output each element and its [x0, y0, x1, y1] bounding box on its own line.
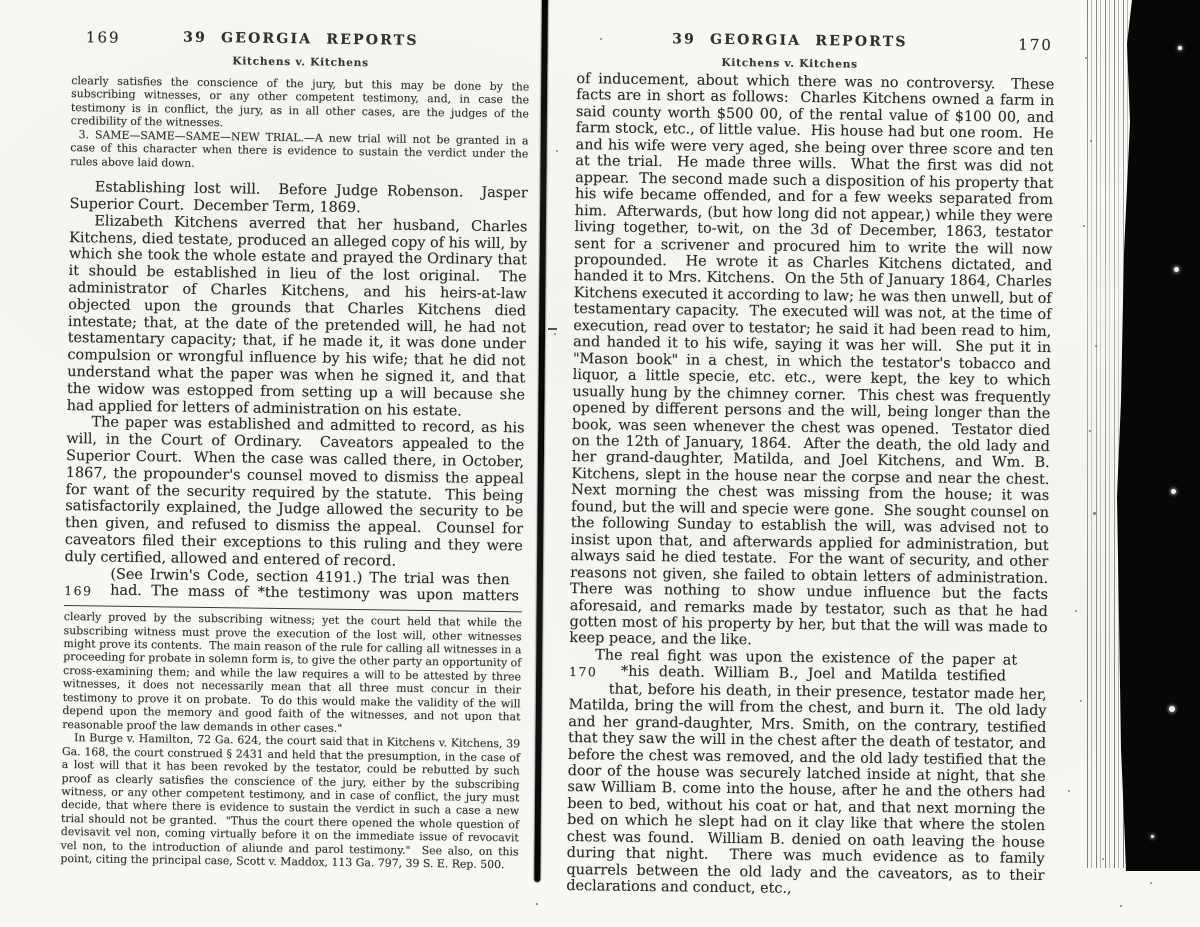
scan-noise-speck [1120, 905, 1122, 907]
body-paragraph: that, before his death, in their presence, testator made her, Matilda, bring the will from the chest, and burn it. The old lady and her grand-daughter, Mrs. Smith, on the contrary, testified that they saw the will in the chest after the death of testator, and before the chest was removed, and the old lady testified that the door of the house was securely latched inside at night, that she saw William B. come into the house, after he and the others had been to bed, without his coat or hat, and that next morning the bed on which he slept had on it clay like that where the stolen chest was found. William B. denied on oath leaving the house during that night. There was much evidence as to family quarrels between the old lady and the caveators, as to their declarations and conduct, etc., [566, 681, 1052, 897]
scan-noise-speck [1085, 57, 1087, 59]
footnote-paragraph: clearly proved by the subscribing witness; yet the court held that while the subscribing witness must prove the execution of the lost will, other witnesses might prove its contents. The main reason of the rule for calling all witnesses in a proceeding for probate in solemn form is, to give the other party an opportunity of cross-examining them; and while the law requires a will to be attested by three witnesses, it does not necessarily mean that all three must concur in their testimony to prove it on probate. To do this would make the validity of the will depend upon the memory and good faith of the witnesses, and not upon that reasonable proof the law demands in other cases." [62, 610, 526, 735]
scan-white-speckle [1151, 835, 1154, 838]
body-paragraph: Establishing lost will. Before Judge Robenson. Jasper Superior Court. December Term, 1869. [69, 179, 533, 217]
scan-noise-speck [1090, 140, 1092, 142]
scan-noise-speck [1093, 512, 1096, 515]
case-title: Kitchens v. Kitchens [232, 55, 369, 70]
running-head: 39 GEORGIA REPORTS [182, 29, 419, 49]
page-header [577, 30, 1055, 54]
body-text [566, 70, 1060, 901]
scan-white-speckle [1169, 706, 1175, 712]
star-page-number: 169 [64, 583, 93, 599]
footnote-block [60, 610, 526, 872]
scan-noise-speck [1083, 225, 1085, 227]
case-title: Kitchens v. Kitchens [721, 56, 858, 71]
body-paragraph: The paper was established and admitted to record, as his will, in the Court of Ordinary. Caveators appealed to the Superior Court. When the case was called there, in October, 1867, the propounder's counsel moved to dismiss the appeal for want of the security required by the statute. This being satisfactorily explained, the Judge allowed the security to be then given, and refused to dismiss the appeal. Counsel for caveators filed their exceptions to this ruling and they were duly certified, allowed and entered of record. [64, 414, 530, 570]
scan-noise-speck [1080, 700, 1082, 702]
footnote-paragraph: In Burge v. Hamilton, 72 Ga. 624, the court said that in Kitchens v. Kitchens, 39 Ga. 168, the court construed § 2431 and held that the presumption, in the case of a lost will that it has been revoked by the testator, could be rebutted by such proof as clearly satisfies the conscience of the jury, either by the subscribing witness, or any other competent testimony, and in case of conflict, the jury must decide, that where there is evidence to sustain the verdict in such a case a new trial should not be granted. "Thus the court there opened the whole question of devisavit vel non, coming virtually before it on the immediate issue of revocavit vel non, to the introduction of aliunde and parol testimony." See also, on this point, citing the principal case, Scott v. Maddox, 113 Ga. 797, 39 S. E. Rep. 500. [60, 731, 524, 872]
scan-noise-speck [554, 333, 556, 335]
scan-noise-speck [600, 38, 602, 40]
body-paragraph: of inducement, about which there was no controversy. These facts are in short as follows: Charles Kitchens owned a farm in said county worth $500 00, of the rental value of $100 00, and farm stock, etc., of little value. His house had but one room. He and his wife were very aged, she being over three score and ten at the trial. He made three wills. What the first was did not appear. The second made such a disposition of his property that his wife became offended, and for a few weeks separated from him. Afterwards, (but how long did not appear,) while they were living together, to-wit, on the 3d of December, 1863, testator sent for a scrivener and procured him to write the will now propounded. He wrote it as Charles Kitchens dictated, and handed it to Mrs. Kitchens. On the 5th of January 1864, Charles Kitchens executed it according to law; he was then unwell, but of testamentary capacity. The executed will was not, at the time of execution, read over to testator; he said it had been read to him, and handed it to his wife, saying it was her will. She put it in "Mason book" in a chest, in which the testator's tobacco and liquor, a little specie, etc. etc., were kept, the key to which usually hung by the chimney corner. This chest was frequently opened by different persons and the will, being longer than the book, was seen whenever the chest was opened. Testator died on the 12th of January, 1864. After the death, the old lady and her grand-daughter, Matilda, and Joel Kitchens, and Wm. B. Kitchens, slept in the house near the corpse and near the chest. Next morning the chest was missing from the house; it was found, but the will and specie were gone. She sought counsel on the following Sunday to establish the will, was advised not to insist upon that, and afterwards applied for administration, but always said he died testate. For the want of security, and other reasons not given, she failed to obtain letters of administration. There was nothing to show undue influence but the facts aforesaid, and remarks made by testator, such as that he had gotten most of his property by her, but that the will was made to keep peace, and the like. [569, 70, 1060, 649]
page-number: 169 [85, 28, 121, 47]
body-paragraph: Elizabeth Kitchens averred that her husband, Charles Kitchens, died testate, produced an alleged copy of his will, by which she took the whole estate and prayed the Ordinary that it should be established in lieu of the lost original. The administrator of Charles Kitchens, and his heirs-at-law objected upon the grounds that Charles Kitchens died intestate; that, at the date of the pretended will, he had not testamentary capacity; that, if he made it, it was done under compulsion or wrongful influence by his wife; that he did not understand what the paper was when he signed it, and that the widow was estopped from setting up a will because she had applied for letters of administration on his estate. [66, 213, 532, 420]
scan-noise-speck [556, 150, 558, 152]
headnote-paragraph: 3. SAME—SAME—SAME—NEW TRIAL.—A new trial will not be granted in a case of this character when there is evidence to sustain the verdict under the rules above laid down. [70, 127, 533, 170]
page-header [72, 28, 530, 52]
scan-white-speckle [1174, 267, 1179, 272]
star-page-number: 170 [568, 664, 598, 680]
scan-noise-speck [536, 903, 538, 905]
scan-noise-speck [1089, 430, 1091, 432]
scan-noise-speck [1075, 610, 1077, 612]
book-page-169 [60, 28, 533, 872]
scan-dash-artifact [548, 328, 557, 330]
headnote-paragraph: clearly satisfies the conscience of the jury, but this may be done by the subscribing witnesses, or any other competent testimony, and, in case the testimony is in conflict, the jury, as in all other cases, are the judges of the credibility of the witnesses. [70, 73, 533, 130]
scan-noise-speck [1102, 858, 1104, 860]
headnote-block [70, 73, 533, 175]
scan-white-speckle [1178, 46, 1182, 50]
page-number: 170 [1018, 35, 1053, 54]
citation-line: (See Irwin's Code, section 4191.) The trial was then [110, 566, 510, 588]
scan-noise-speck [1150, 882, 1152, 884]
paragraph-first-line: The real fight was upon the existence of the paper at [595, 647, 1018, 669]
book-page-170 [566, 30, 1060, 901]
star-page-text: had. The mass of *the testimony was upon matters [110, 582, 520, 605]
body-text [64, 179, 533, 606]
running-head: 39 GEORGIA REPORTS [671, 31, 908, 51]
scan-white-speckle [1171, 489, 1176, 494]
scan-noise-speck [1068, 790, 1070, 792]
scan-noise-speck [1095, 345, 1097, 347]
star-page-text: *his death. William B., Joel and Matilda testified [620, 663, 1007, 685]
